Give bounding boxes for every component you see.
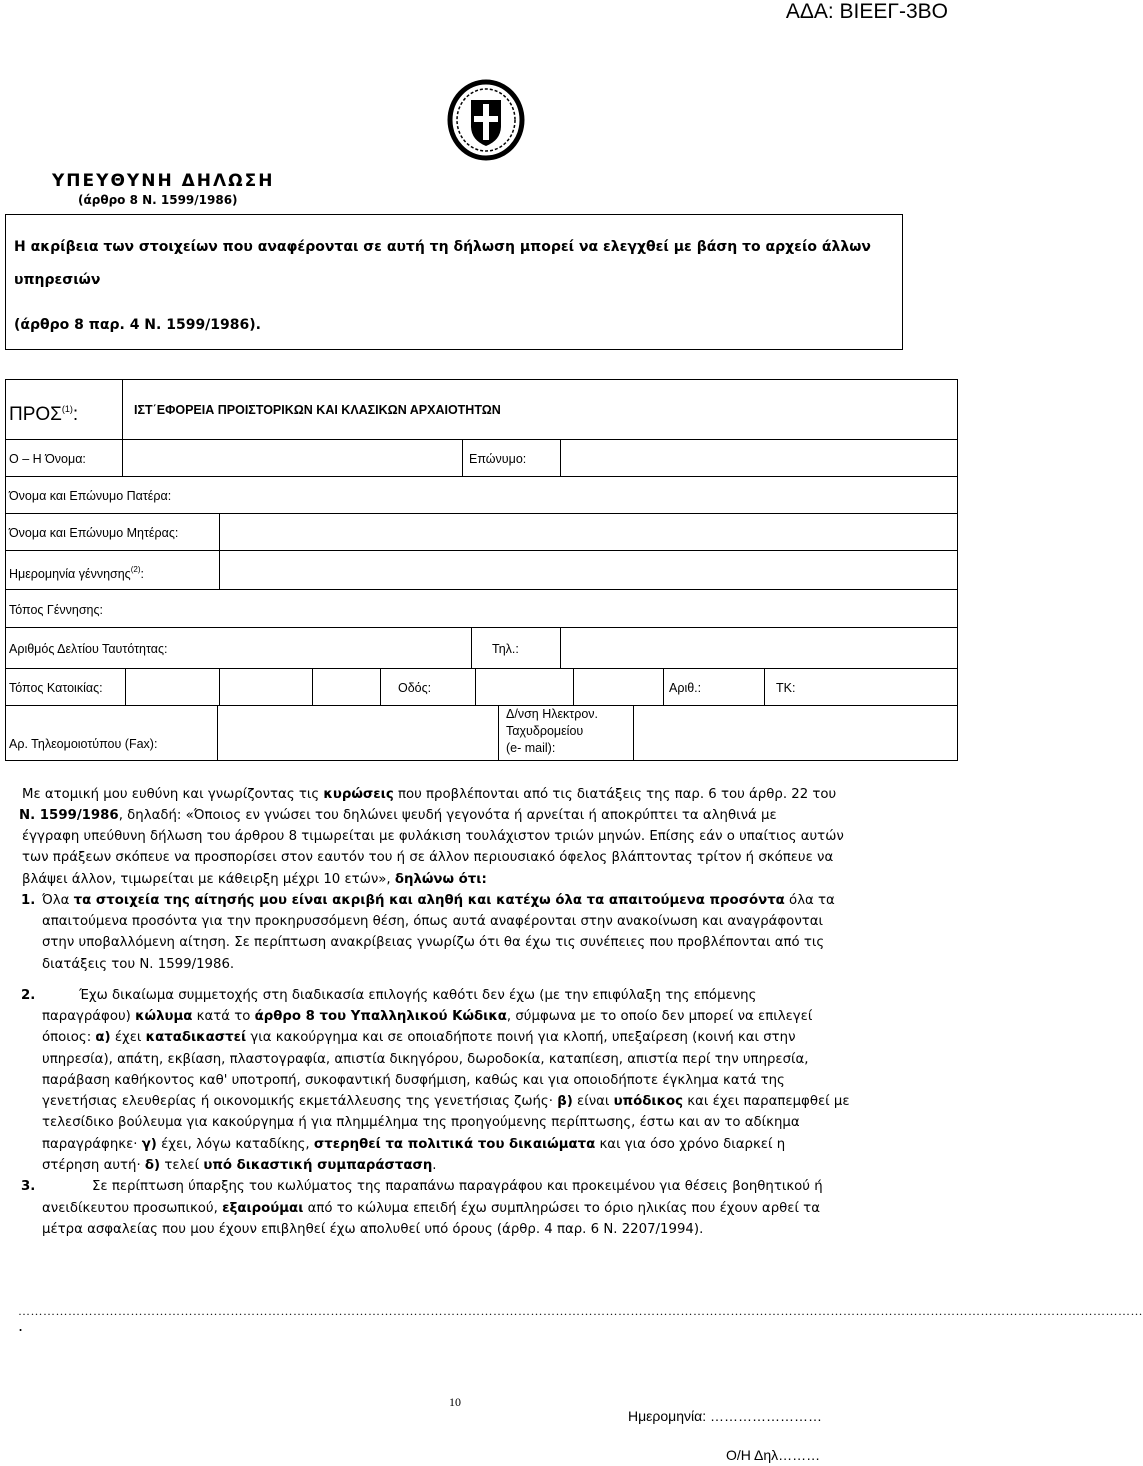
street-label: Οδός: [398,681,432,695]
decl-line: Με ατομική μου ευθύνη και γνωρίζοντας τις κυρώσεις που προβλέπονται από τις διατάξεις της παρ. 6 του άρθρ. 22 του [22,787,837,802]
item-3-line: ανειδίκευτου προσωπικού, εξαιρούμαι από το κώλυμα επειδή έχω συμπληρώσει το όριο ηλικίας που έχουν αρθεί τα [42,1201,820,1216]
birthdate-label: Ημερομηνία γέννησης$^{(2)}$: [9,565,144,581]
item-2-line: υπηρεσία), απάτη, εκβίαση, πλαστογραφία, απιστία δικηγόρου, δωροδοκία, καταπίεση, απιστία περί την υπηρεσία, [42,1052,809,1067]
item-1-line: Όλα τα στοιχεία της αίτησής μου είναι ακριβή και αληθή και κατέχω όλα τα απαιτούμενα προσόντα όλα τα [42,893,835,908]
item-2-line: παραγράφου) κώλυμα κατά το άρθρο 8 του Υπαλληλικού Κώδικα, σύμφωνα με το οποίο δεν μπορεί να επιλεγεί [42,1009,813,1024]
page-number: 10 [449,1395,461,1409]
decl-line: Ν. 1599/1986, δηλαδή: «Όποιος εν γνώσει του δηλώνει ψευδή γεγονότα ή αρνείται ή αποκρύπτει τα αληθινά με [19,808,777,823]
item-1-line: διατάξεις του Ν. 1599/1986. [42,957,235,972]
dot-mark: . [18,1316,24,1335]
birthplace-label: Τόπος Γέννησης: [9,603,104,617]
item-1-line: απαιτούμενα προσόντα για την προκηρυσσόμενη θέση, όπως αυτά αναφέρονται στην ανακοίνωση και αναγράφονται [42,914,824,929]
surname-label: Επώνυμο: [469,452,527,466]
residence-label: Τόπος Κατοικίας: [9,681,103,695]
dotted-line: ……………………………………………………………………………………………………………………………………………………………………………………………………………………………………………… [18,1304,1143,1318]
document-subtitle: (άρθρο 8 Ν. 1599/1986) [78,193,238,207]
item-2-line: στέρηση αυτή· δ) τελεί υπό δικαστική συμπαράσταση. [42,1158,437,1173]
name-label: Ο – Η Όνομα: [9,452,86,466]
item-2-line: παράβαση καθήκοντος καθ' υποτροπή, συκοφαντική δυσφήμιση, καθώς και για οποιοδήποτε έγκλημα κατά της [42,1073,785,1088]
date-label: Ημερομηνία: …………………… [628,1408,823,1424]
phone-label: Τηλ.: [492,642,519,656]
greek-coat-of-arms-icon [444,78,528,162]
decl-line: βλάψει άλλον, τιμωρείται με κάθειρξη μέχρι 10 ετών», δηλώνω ότι: [22,872,487,887]
ada-code: ΑΔΑ: ΒΙΕΕΓ-3ΒΟ [785,0,948,23]
postcode-label: ΤΚ: [776,681,796,695]
item-2-line: γενετήσιας ελευθερίας ή οικονομικής εκμετάλλευσης της γενετήσιας ζωής· β) είναι υπόδικος και έχει παραπεμφθεί με [42,1094,850,1109]
item-2-line: παραγράφηκε· γ) έχει, λόγω καταδίκης, στερηθεί τα πολιτικά του δικαιώματα και για όσο χρόνο διαρκεί η [42,1137,786,1152]
document-title: ΥΠΕΥΘΥΝΗ ΔΗΛΩΣΗ [52,171,275,191]
item-3-line: μέτρα ασφαλείας που μου έχουν επιβληθεί έχω απολυθεί υπό όρους (άρθρ. 4 παρ. 6 Ν. 2207/1994). [42,1222,704,1237]
item-1-line: στην υποβαλλόμενη αίτηση. Σε περίπτωση ανακρίβειας γνωρίζω ότι θα έχω τις συνέπειες που προβλέπονται από τις [42,935,825,950]
decl-line: των πράξεων σκόπευε να προσπορίσει στον εαυτόν του ή σε άλλον περιουσιακό όφελος βλάπτοντας τρίτον ή σκόπευε να [22,850,834,865]
item-3-number: 3. [21,1179,36,1194]
item-2-number: 2. [21,988,36,1003]
item-2-line: Έχω δικαίωμα συμμετοχής στη διαδικασία επιλογής καθότι δεν έχω (με την επιφύλαξη της επόμενης [79,988,757,1003]
notice-line-2: υπηρεσιών [14,272,101,288]
declarant-label: Ο/Η Δηλ……… [726,1447,821,1463]
accuracy-notice-box [5,214,903,350]
father-name-label: Όνομα και Επώνυμο Πατέρα: [9,489,172,503]
item-2-line: τελεσίδικο βούλευμα για κακούργημα ή για πλημμέλημα της προηγούμενης περίπτωσης, έστω και αν το αδίκημα [42,1115,800,1130]
fax-label: Αρ. Τηλεομοιοτύπου (Fax): [9,737,158,751]
id-number-label: Αριθμός Δελτίου Ταυτότητας: [9,642,168,656]
declaration-form-table [5,379,958,761]
mother-name-label: Όνομα και Επώνυμο Μητέρας: [9,526,179,540]
recipient-label: ΠΡΟΣ$^{(1)}$: [9,404,79,425]
email-label: Δ/νση Ηλεκτρον. Ταχυδρομείου (e- mail): [506,707,599,755]
house-number-label: Αριθ.: [669,681,702,695]
item-3-line: Σε περίπτωση ύπαρξης του κωλύματος της παραπάνω παραγράφου και προκειμένου για θέσεις βοηθητικού ή [92,1179,823,1194]
recipient-value: ΙΣΤ΄ΕΦΟΡΕΙΑ ΠΡΟΙΣΤΟΡΙΚΩΝ ΚΑΙ ΚΛΑΣΙΚΩΝ ΑΡΧΑΙΟΤΗΤΩΝ [134,403,501,417]
notice-line-1: Η ακρίβεια των στοιχείων που αναφέρονται σε αυτή τη δήλωση μπορεί να ελεγχθεί με βάση το αρχείο άλλων [14,239,871,255]
item-1-number: 1. [21,893,36,908]
declaration-text [19,784,898,1264]
item-2-line: όποιος: α) έχει καταδικαστεί για κακούργημα και σε οποιαδήποτε ποινή για κλοπή, υπεξαίρεση (κοινή και στην [42,1030,796,1045]
notice-line-3: (άρθρο 8 παρ. 4 Ν. 1599/1986). [14,317,261,333]
decl-line: έγγραφη υπεύθυνη δήλωση του άρθρου 8 τιμωρείται με φυλάκιση τουλάχιστον τριών μηνών. Επίσης εάν ο υπαίτιος αυτών [22,829,844,844]
